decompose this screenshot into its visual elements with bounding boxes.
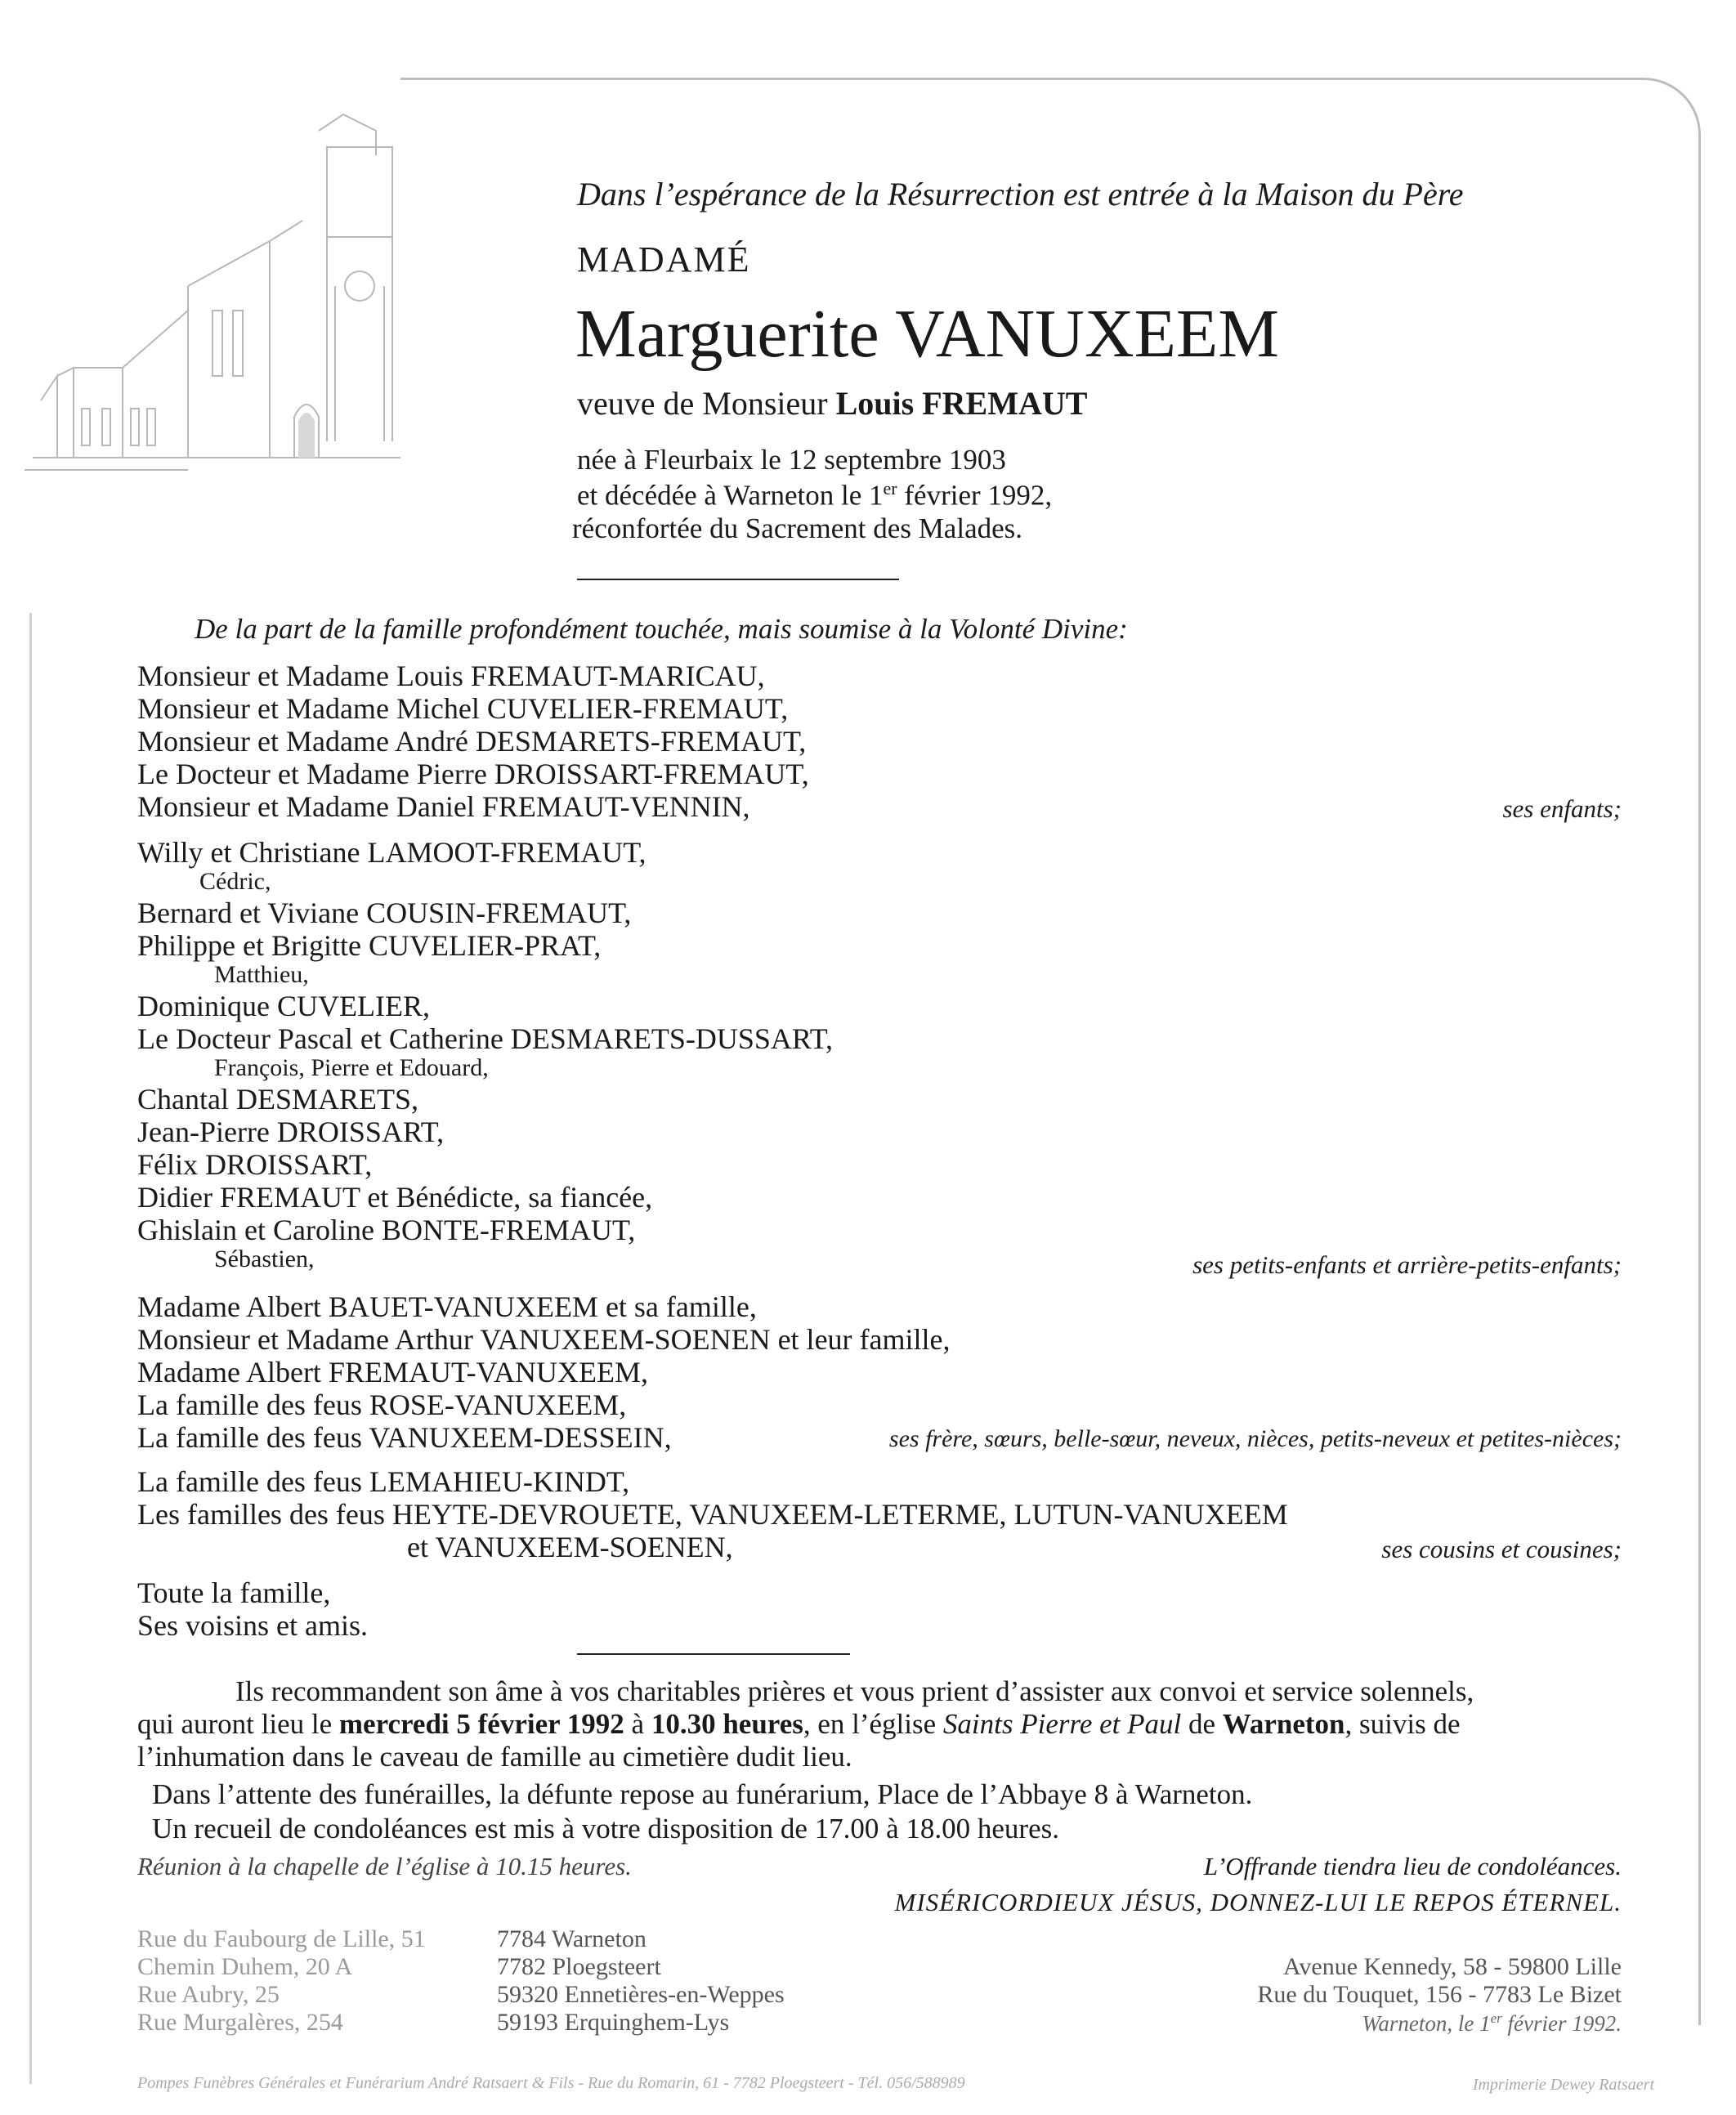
- family-member: Toute la famille,: [137, 1576, 331, 1609]
- address-street: Rue du Faubourg de Lille, 51: [137, 1925, 426, 1952]
- family-member: Philippe et Brigitte CUVELIER-PRAT,: [137, 929, 602, 962]
- family-member: Sébastien,: [214, 1245, 315, 1272]
- address-right: Avenue Kennedy, 58 - 59800 Lille: [1282, 1953, 1622, 1980]
- grandchildren-label: ses petits-enfants et arrière-petits-enfants;: [1192, 1250, 1622, 1279]
- separator-top: [577, 579, 899, 580]
- family-member: Monsieur et Madame Arthur VANUXEEM-SOENEN et leur famille,: [137, 1323, 951, 1356]
- offrande-line: L’Offrande tiendra lieu de condoléances.: [1203, 1852, 1622, 1880]
- announce-line: De la part de la famille profondément touchée, mais soumise à la Volonté Divine:: [195, 613, 1128, 645]
- left-edge-line: [29, 613, 32, 2084]
- family-member: Madame Albert BAUET-VANUXEEM et sa famille,: [137, 1290, 757, 1323]
- service-time: 10.30 heures: [651, 1708, 803, 1740]
- family-member: Monsieur et Madame Louis FREMAUT-MARICAU,: [137, 660, 765, 692]
- family-member: Félix DROISSART,: [137, 1148, 373, 1181]
- husband-name: Louis FREMAUT: [835, 385, 1088, 422]
- family-member: et VANUXEEM-SOENEN,: [407, 1531, 733, 1563]
- death-text: et décédée à Warneton le 1: [577, 479, 884, 512]
- reunion-line: Réunion à la chapelle de l’église à 10.15 heures.: [137, 1852, 632, 1880]
- family-member: Le Docteur Pascal et Catherine DESMARETS-DUSSART,: [137, 1022, 834, 1055]
- family-member: Les familles des feus HEYTE-DEVROUETE, VANUXEEM-LETERME, LUTUN-VANUXEEM: [137, 1498, 1288, 1531]
- service-line-5: Un recueil de condoléances est mis à votre disposition de 17.00 à 18.00 heures.: [152, 1813, 1059, 1844]
- address-city: 7784 Warneton: [497, 1925, 647, 1952]
- place-date-sup: er: [1490, 2010, 1502, 2026]
- family-member: Dominique CUVELIER,: [137, 990, 430, 1022]
- place-date: [1362, 2010, 1622, 2037]
- widow-prefix: veuve de Monsieur: [577, 385, 828, 422]
- separator-bottom: [577, 1653, 850, 1655]
- church-name: Saints Pierre et Paul: [942, 1708, 1182, 1740]
- family-member: Ses voisins et amis.: [137, 1609, 369, 1642]
- family-member: Cédric,: [199, 868, 271, 895]
- sacrament-line: réconfortée du Sacrement des Malades.: [572, 512, 1023, 544]
- printer-name: Imprimerie Dewey Ratsaert: [1472, 2076, 1654, 2094]
- widow-line: [577, 384, 1087, 423]
- cousins-label: ses cousins et cousines;: [1381, 1535, 1622, 1563]
- address-street: Chemin Duhem, 20 A: [137, 1953, 353, 1980]
- title-madame: MADAMÉ: [577, 239, 751, 279]
- address-street: Rue Murgalères, 254: [137, 2009, 343, 2036]
- service-line-2: [137, 1708, 1460, 1741]
- service-line-3: l’inhumation dans le caveau de famille au cimetière dudit lieu.: [137, 1741, 852, 1773]
- address-city: 59193 Erquinghem-Lys: [497, 2009, 730, 2036]
- address-street: Rue Aubry, 25: [137, 1981, 280, 2008]
- family-member: La famille des feus VANUXEEM-DESSEIN,: [137, 1421, 672, 1454]
- family-member: Jean-Pierre DROISSART,: [137, 1116, 445, 1148]
- printer-credit: Pompes Funèbres Générales et Funérarium André Ratsaert & Fils - Rue du Romarin, 61 - 7782 Ploegsteert - Tél. 056/588989: [137, 2074, 965, 2092]
- address-right: Rue du Touquet, 156 - 7783 Le Bizet: [1257, 1981, 1622, 2008]
- family-member: Chantal DESMARETS,: [137, 1083, 419, 1116]
- service-line-1: Ils recommandent son âme à vos charitables prières et vous prient d’assister aux convoi et service solennels,: [235, 1675, 1474, 1707]
- family-member: La famille des feus ROSE-VANUXEEM,: [137, 1388, 627, 1421]
- address-city: 7782 Ploegsteert: [497, 1953, 661, 1980]
- family-member: Monsieur et Madame André DESMARETS-FREMAUT,: [137, 725, 807, 758]
- death-sup: er: [883, 478, 897, 499]
- family-member: Monsieur et Madame Daniel FREMAUT-VENNIN,: [137, 790, 750, 823]
- service-text: de: [1181, 1708, 1223, 1740]
- service-town: Warneton: [1222, 1708, 1345, 1740]
- family-member: Le Docteur et Madame Pierre DROISSART-FREMAUT,: [137, 758, 809, 790]
- family-member: Willy et Christiane LAMOOT-FREMAUT,: [137, 836, 647, 869]
- death-text-end: février 1992,: [897, 479, 1053, 512]
- siblings-label: ses frère, sœurs, belle-sœur, neveux, nièces, petits-neveux et petites-nièces;: [888, 1425, 1622, 1452]
- address-city: 59320 Ennetières-en-Weppes: [497, 1981, 785, 2008]
- service-text: qui auront lieu le: [137, 1708, 339, 1740]
- family-member: François, Pierre et Edouard,: [214, 1054, 489, 1081]
- children-label: ses enfants;: [1502, 794, 1622, 823]
- death-line: [577, 478, 1052, 512]
- family-member: Monsieur et Madame Michel CUVELIER-FREMAUT,: [137, 692, 789, 725]
- family-member: Bernard et Viviane COUSIN-FREMAUT,: [137, 897, 632, 929]
- family-member: Matthieu,: [214, 961, 309, 988]
- service-text: , en l’église: [803, 1708, 943, 1740]
- service-line-4: Dans l’attente des funérailles, la défunte repose au funérarium, Place de l’Abbaye 8 à Warneton.: [152, 1778, 1253, 1810]
- church-illustration: [25, 98, 548, 597]
- service-date: mercredi 5 février 1992: [338, 1708, 624, 1740]
- family-member: La famille des feus LEMAHIEU-KINDT,: [137, 1465, 630, 1498]
- service-text: , suivis de: [1345, 1708, 1461, 1740]
- family-member: Ghislain et Caroline BONTE-FREMAUT,: [137, 1214, 636, 1246]
- intro-line: Dans l’espérance de la Résurrection est entrée à la Maison du Père: [577, 176, 1464, 212]
- deceased-name: Marguerite VANUXEEM: [575, 296, 1279, 372]
- birth-line: née à Fleurbaix le 12 septembre 1903: [577, 444, 1006, 476]
- family-member: Madame Albert FREMAUT-VANUXEEM,: [137, 1356, 648, 1388]
- place-date-text: Warneton, le 1: [1362, 2011, 1491, 2036]
- family-member: Didier FREMAUT et Bénédicte, sa fiancée,: [137, 1181, 653, 1214]
- place-date-end: février 1992.: [1501, 2011, 1622, 2036]
- prayer-line: MISÉRICORDIEUX JÉSUS, DONNEZ-LUI LE REPOS ÉTERNEL.: [894, 1888, 1622, 1916]
- service-text: à: [624, 1708, 651, 1740]
